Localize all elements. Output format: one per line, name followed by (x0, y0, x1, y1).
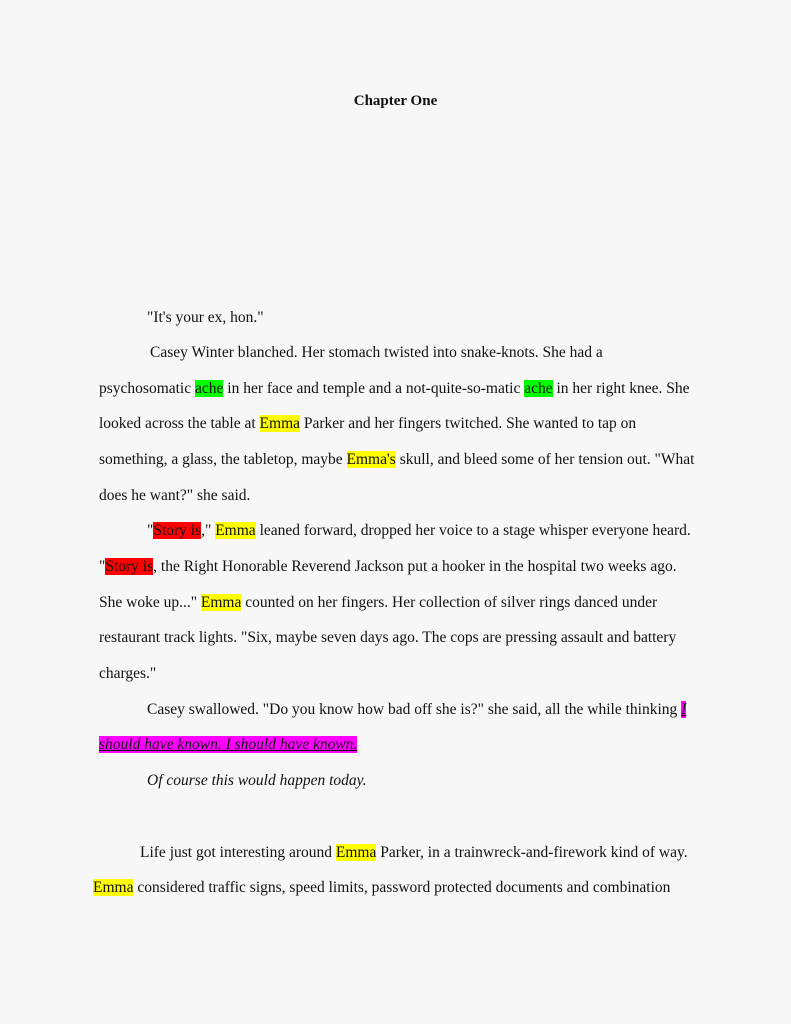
text-segment: Parker, in a trainwreck-and-firework kind of way. (376, 844, 688, 861)
text-segment: psychosomatic (99, 380, 195, 397)
text-segment: ," (201, 522, 216, 539)
text-segment: , the Right Honorable Reverend Jackson put a hooker in the hospital two weeks ago. (153, 558, 677, 575)
highlight-filler-phrase: Story is (105, 558, 154, 575)
text-segment: Casey swallowed. "Do you know how bad off she is?" she said, all the while thinking (147, 701, 682, 718)
text-segment: considered traffic signs, speed limits, password protected documents and combination (133, 879, 671, 896)
text-line (99, 486, 250, 506)
highlight-character-name: Emma (259, 415, 301, 432)
text-line (99, 379, 690, 399)
highlight-character-name: Emma (215, 522, 256, 539)
text-line (99, 735, 357, 755)
text-line (150, 343, 603, 363)
text-line (140, 843, 688, 863)
text-segment: in her face and temple and a not-quite-so-matic (223, 380, 525, 397)
highlight-character-name: Emma (93, 879, 134, 896)
text-segment: looked across the table at (99, 415, 260, 432)
text-line (147, 700, 686, 720)
highlight-repeated-word: ache (524, 380, 553, 397)
highlight-character-name: Emma (200, 594, 242, 611)
text-segment: She woke up..." (99, 594, 201, 611)
text-segment: skull, and bleed some of her tension out. "What (395, 451, 695, 468)
text-segment: charges." (99, 665, 157, 682)
text-line (93, 878, 670, 898)
text-segment: " (147, 522, 154, 539)
text-line (99, 593, 657, 613)
highlight-italic-thought: I (681, 701, 687, 718)
text-line (147, 308, 264, 328)
highlight-italic-thought: should have known. I should have known. (99, 736, 358, 753)
text-line (99, 664, 156, 684)
text-segment: does he want?" she said. (99, 487, 251, 504)
text-segment: in her right knee. She (552, 380, 690, 397)
text-line (147, 771, 367, 791)
text-segment: Life just got interesting around (140, 844, 336, 861)
text-segment: Casey Winter blanched. Her stomach twisted into snake-knots. She had a (150, 344, 603, 361)
text-line (99, 450, 694, 470)
text-segment: counted on her fingers. Her collection of silver rings danced under (241, 594, 658, 611)
text-line (147, 521, 691, 541)
text-segment: Of course this would happen today. (147, 772, 367, 789)
text-line (99, 628, 676, 648)
text-segment: something, a glass, the tabletop, maybe (99, 451, 347, 468)
text-segment: Parker and her fingers twitched. She wanted to tap on (300, 415, 637, 432)
highlight-character-name: Emma (335, 844, 377, 861)
text-line (99, 557, 677, 577)
text-line (99, 414, 636, 434)
text-segment: "It's your ex, hon." (147, 309, 264, 326)
text-segment: " (99, 558, 106, 575)
text-segment: leaned forward, dropped her voice to a stage whisper everyone heard. (255, 522, 691, 539)
highlight-filler-phrase: Story is (153, 522, 202, 539)
highlight-character-name: Emma's (346, 451, 396, 468)
highlight-repeated-word: ache (195, 380, 224, 397)
text-segment: restaurant track lights. "Six, maybe seven days ago. The cops are pressing assault and battery (99, 629, 677, 646)
chapter-title: Chapter One (353, 93, 438, 109)
